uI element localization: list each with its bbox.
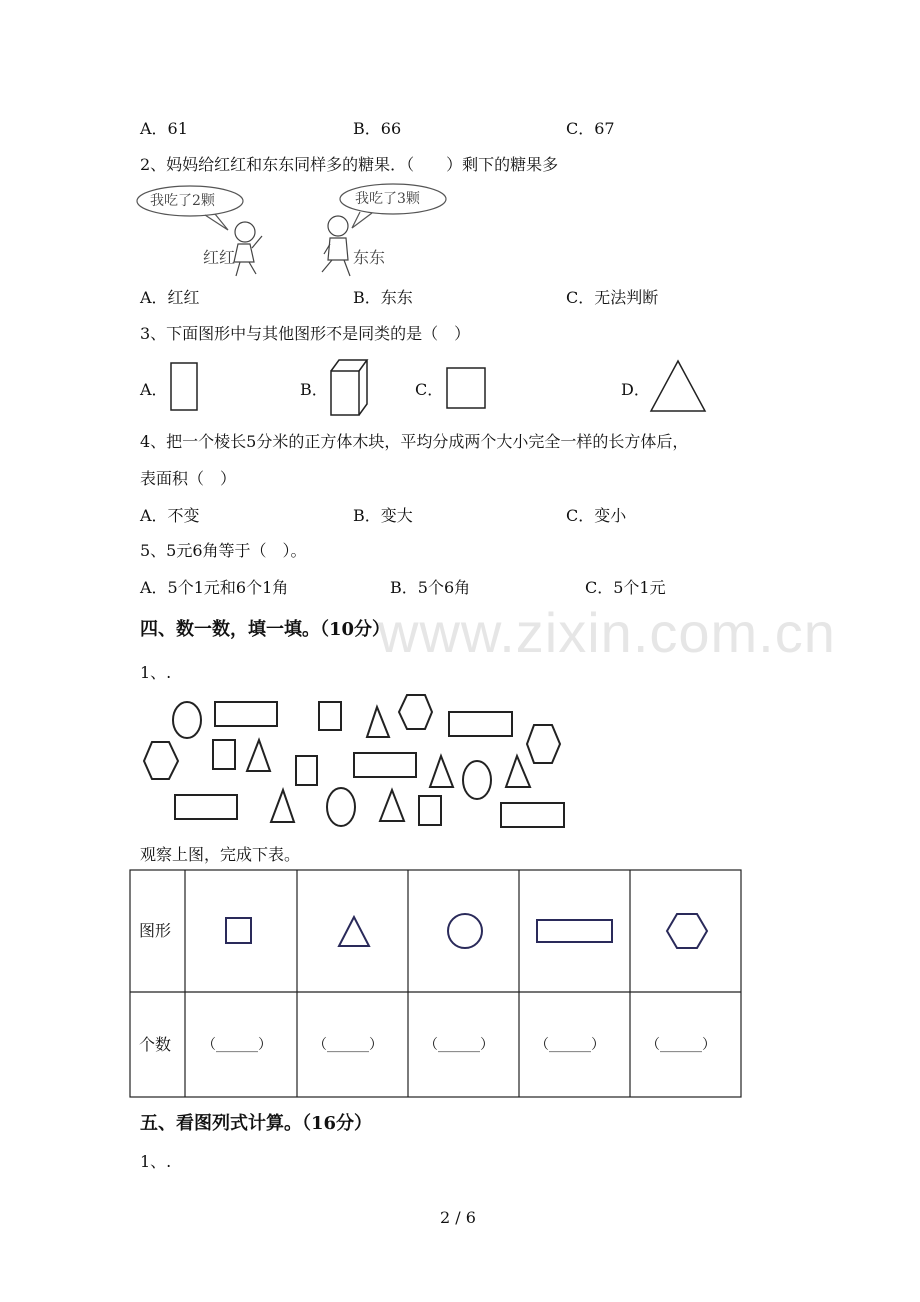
q5-option-a: A．5个1元和6个1角 [140,578,289,597]
q3-label-d: D． [621,380,650,399]
count-blank-square[interactable]: （______） [202,1037,272,1053]
q2-option-c: C．无法判断 [566,288,659,307]
table-rectangle-icon [537,920,612,942]
bubble-left-text: 我吃了2颗 [150,193,215,209]
q1-option-a: A．61 [140,119,188,138]
bubble-right-text-name: 东东 [353,248,386,267]
count-blank-hexagon[interactable]: （______） [646,1037,716,1053]
q5-option-c: C．5个1元 [585,578,666,597]
q4-option-a: A．不变 [140,506,200,525]
q1-option-c: C．67 [566,119,615,138]
q4-option-b: B．变大 [353,506,413,525]
table-square-icon [226,918,251,943]
q2-option-a: A．红红 [140,288,200,307]
boy-figure-icon [322,216,350,276]
shape-collection [144,695,564,827]
q4-line2: 表面积（ ） [140,469,237,488]
q4-option-c: C．变小 [566,506,627,525]
triangle-shape-d [651,361,705,411]
count-blank-triangle[interactable]: （______） [313,1037,383,1053]
q5-option-b: B．5个6角 [390,578,471,597]
page-number: 2 / 6 [440,1208,476,1227]
girl-figure-icon [234,222,262,276]
bubble-left-text-name: 红红 [203,248,236,267]
section4-instruction: 观察上图，完成下表。 [140,845,301,864]
section4-heading: 四、数一数，填一填。（10分） [140,619,391,640]
bubble-right-text: 我吃了3颗 [355,191,420,207]
section5-item: 1、. [140,1152,172,1171]
q1-option-b: B．66 [353,119,402,138]
square-shape-c [447,368,485,408]
q5-question: 5、5元6角等于（ ）。 [140,541,307,560]
table-circle-icon [448,914,482,948]
table-row-header-count: 个数 [139,1035,172,1054]
rectangle-shape-a [171,363,197,410]
table-triangle-icon [339,917,369,946]
count-blank-circle[interactable]: （______） [424,1037,494,1053]
table-row-header-shape: 图形 [139,921,172,940]
count-table-grid [130,870,741,1097]
q2-option-b: B．东东 [353,288,413,307]
q3-label-a: A． [140,380,168,399]
cuboid-shape-b [331,360,367,415]
section4-item: 1、. [140,663,172,682]
count-blank-rectangle[interactable]: （______） [535,1037,605,1053]
section5-heading: 五、看图列式计算。（16分） [140,1113,373,1134]
q3-label-c: C． [415,380,444,399]
q2-question: 2、妈妈给红红和东东同样多的糖果．（ ）剩下的糖果多 [140,155,559,174]
table-hexagon-icon [667,914,707,948]
q3-label-b: B． [300,380,328,399]
watermark: www.zixin.com.cn [378,601,836,664]
q4-line1: 4、把一个棱长5分米的正方体木块，平均分成两个大小完全一样的长方体后， [140,432,689,451]
q3-question: 3、下面图形中与其他图形不是同类的是（ ） [140,324,471,343]
